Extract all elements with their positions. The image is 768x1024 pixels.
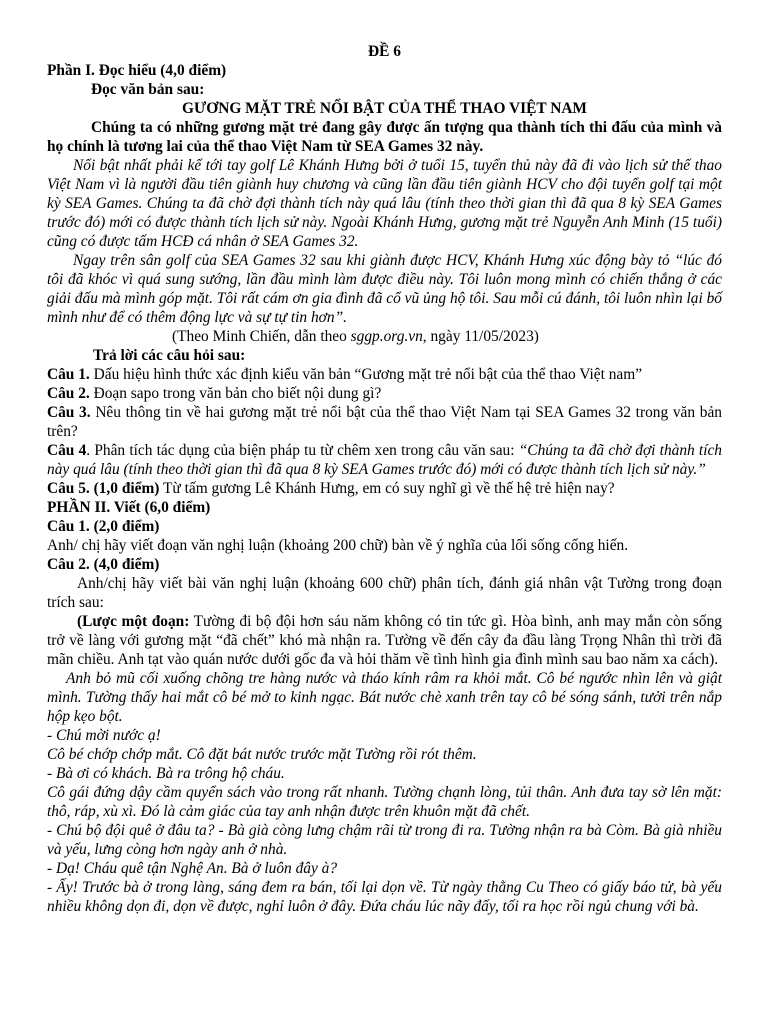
exam-title: ĐỀ 6 bbox=[368, 43, 401, 60]
question-label: Câu 5. (1,0 điểm) bbox=[47, 480, 160, 497]
writing-question-1-label: Câu 1. (2,0 điểm) bbox=[47, 518, 160, 535]
excerpt-line: - Dạ! Cháu quê tận Nghệ An. Bà ở luôn đây à? bbox=[47, 860, 338, 877]
part2-heading: PHẦN II. Viết (6,0 điểm) bbox=[47, 499, 211, 516]
question-4 bbox=[47, 441, 722, 479]
question-2 bbox=[47, 384, 722, 403]
question-label: Câu 1. bbox=[47, 366, 90, 383]
question-label: Câu 3. bbox=[47, 404, 91, 421]
excerpt-line: - Chú mời nước ạ! bbox=[47, 727, 161, 744]
excerpt-line: - Bà ơi có khách. Bà ra trông hộ cháu. bbox=[47, 765, 285, 782]
question-text: Dấu hiệu hình thức xác định kiểu văn bản “Gương mặt trẻ nổi bật của thể thao Việt nam” bbox=[93, 366, 643, 383]
excerpt-line: - Chú bộ đội quê ở đâu ta? - Bà già còng lưng chậm rãi từ trong đi ra. Tường nhận ra bà Còm. Bà già nhiều và yếu, lưng còng hơn ngày anh ở nhà. bbox=[47, 822, 722, 858]
article-title: GƯƠNG MẶT TRẺ NỔI BẬT CỦA THỂ THAO VIỆT NAM bbox=[182, 100, 587, 117]
article-paragraph: Ngay trên sân golf của SEA Games 32 sau khi giành được HCV, Khánh Hưng xúc động bày tỏ “lúc đó tôi đã khóc vì quá sung sướng, lần đầu mình làm được điều này. Tôi luôn mong mình có chiến thắng ở các giải đấu mà mình góp mặt. Tôi rất cám ơn gia đình đã cổ vũ ủng hộ tôi. Sau mỗi cú đánh, tôi luôn nhìn lại bố mình như để có thêm động lực và sự tự tin hơn”. bbox=[47, 252, 722, 326]
writing-question-2-text: Anh/chị hãy viết bài văn nghị luận (khoảng 600 chữ) phân tích, đánh giá nhân vật Tường trong đoạn trích sau: bbox=[47, 575, 722, 611]
article-paragraph: Nổi bật nhất phải kể tới tay golf Lê Khánh Hưng bởi ở tuổi 15, tuyển thủ này đã đi vào lịch sử thể thao Việt Nam vì là người đầu tiên giành huy chương và cũng lần đầu tiên giành HCV cho đội tuyển golf tại một kỳ SEA Games. Chúng ta đã chờ đợi thành tích này quá lâu (tính theo thời gian thì đã qua 8 kỳ SEA Games trước đó) mới có được thành tích lịch sử này. Ngoài Khánh Hưng, gương mặt trẻ Nguyễn Anh Minh (15 tuổi) cũng có được tấm HCĐ cá nhân ở SEA Games 32. bbox=[47, 157, 722, 250]
question-text: Đoạn sapo trong văn bản cho biết nội dung gì? bbox=[93, 385, 382, 402]
question-text: Từ tấm gương Lê Khánh Hưng, em có suy nghĩ gì về thế hệ trẻ hiện nay? bbox=[159, 480, 615, 497]
question-label: Câu 2. bbox=[47, 385, 90, 402]
excerpt-line: - Ấy! Trước bà ở trong làng, sáng đem ra bán, tối lại dọn về. Từ ngày thằng Cu Theo có giấy báo tử, bà yếu nhiều không dọn đi, dọn về được, nghỉ luôn ở đây. Đứa cháu lúc nãy đấy, tối ra học rồi ngủ chung với bà. bbox=[47, 879, 722, 915]
question-3 bbox=[47, 403, 722, 441]
summary-text: Tường đi bộ đội hơn sáu năm không có tin tức gì. Hòa bình, anh may mắn còn sống trở về làng với gương mặt “đã chết” khó mà nhận ra. Tường về đến cây đa đầu làng Trọng Nhân thì trời đã mãn chiều. Anh tạt vào quán nước dưới gốc đa và hỏi thăm về tình hình gia đình mình sau bao năm xa cách). bbox=[47, 613, 723, 668]
excerpt-paragraph: Anh bỏ mũ cối xuống chõng tre hàng nước và tháo kính râm ra khỏi mắt. Cô bé ngước nhìn lên và giật mình. Tường thấy hai mắt cô bé mở to kinh ngạc. Bát nước chè xanh trên tay cô bé sóng sánh, tưởi trên nắp hộp kẹo bột. bbox=[47, 670, 722, 725]
source-text: (Theo Minh Chiến, dẫn theo bbox=[172, 328, 351, 345]
article-source bbox=[47, 327, 722, 346]
question-text: . Phân tích tác dụng của biện pháp tu từ chêm xen trong câu văn sau: bbox=[86, 442, 519, 459]
read-instruction: Đọc văn bản sau: bbox=[91, 81, 205, 98]
summary-label: (Lược một đoạn: bbox=[77, 613, 190, 630]
excerpt-summary bbox=[47, 612, 722, 669]
part1-heading: Phần I. Đọc hiểu (4,0 điểm) bbox=[47, 62, 227, 79]
source-date: , ngày 11/05/2023) bbox=[422, 328, 539, 345]
question-5 bbox=[47, 479, 722, 498]
question-text: Nêu thông tin về hai gương mặt trẻ nổi bật của thể thao Việt Nam tại SEA Games 32 trong văn bản trên? bbox=[47, 404, 722, 440]
writing-question-2-label: Câu 2. (4,0 điểm) bbox=[47, 556, 160, 573]
article-sapo: Chúng ta có những gương mặt trẻ đang gây được ấn tượng qua thành tích thi đấu của mình và họ chính là tương lai của thể thao Việt Nam từ SEA Games 32 này. bbox=[47, 119, 722, 155]
answer-prompt: Trả lời các câu hỏi sau: bbox=[93, 347, 246, 364]
source-site: sggp.org.vn bbox=[350, 328, 423, 345]
excerpt-line: Cô bé chớp chớp mắt. Cô đặt bát nước trước mặt Tường rồi rót thêm. bbox=[47, 746, 477, 763]
question-quote: “Chúng ta đã chờ đợi thành tích này quá lâu (tính theo thời gian thì đã qua 8 kỳ SEA Games trước đó) mới có được thành tích lịch sử này.” bbox=[47, 442, 723, 478]
excerpt-line: Cô gái đứng dậy cầm quyển sách vào trong rất nhanh. Tường chạnh lòng, tủi thân. Anh đưa tay sờ lên mặt: thô, ráp, xù xì. Đó là cảm giác của tay anh nhận được trên khuôn mặt đã chết. bbox=[47, 784, 722, 820]
writing-question-1-text: Anh/ chị hãy viết đoạn văn nghị luận (khoảng 200 chữ) bàn về ý nghĩa của lối sống cống hiến. bbox=[47, 537, 629, 554]
question-1 bbox=[47, 365, 722, 384]
question-label: Câu 4 bbox=[47, 442, 87, 459]
